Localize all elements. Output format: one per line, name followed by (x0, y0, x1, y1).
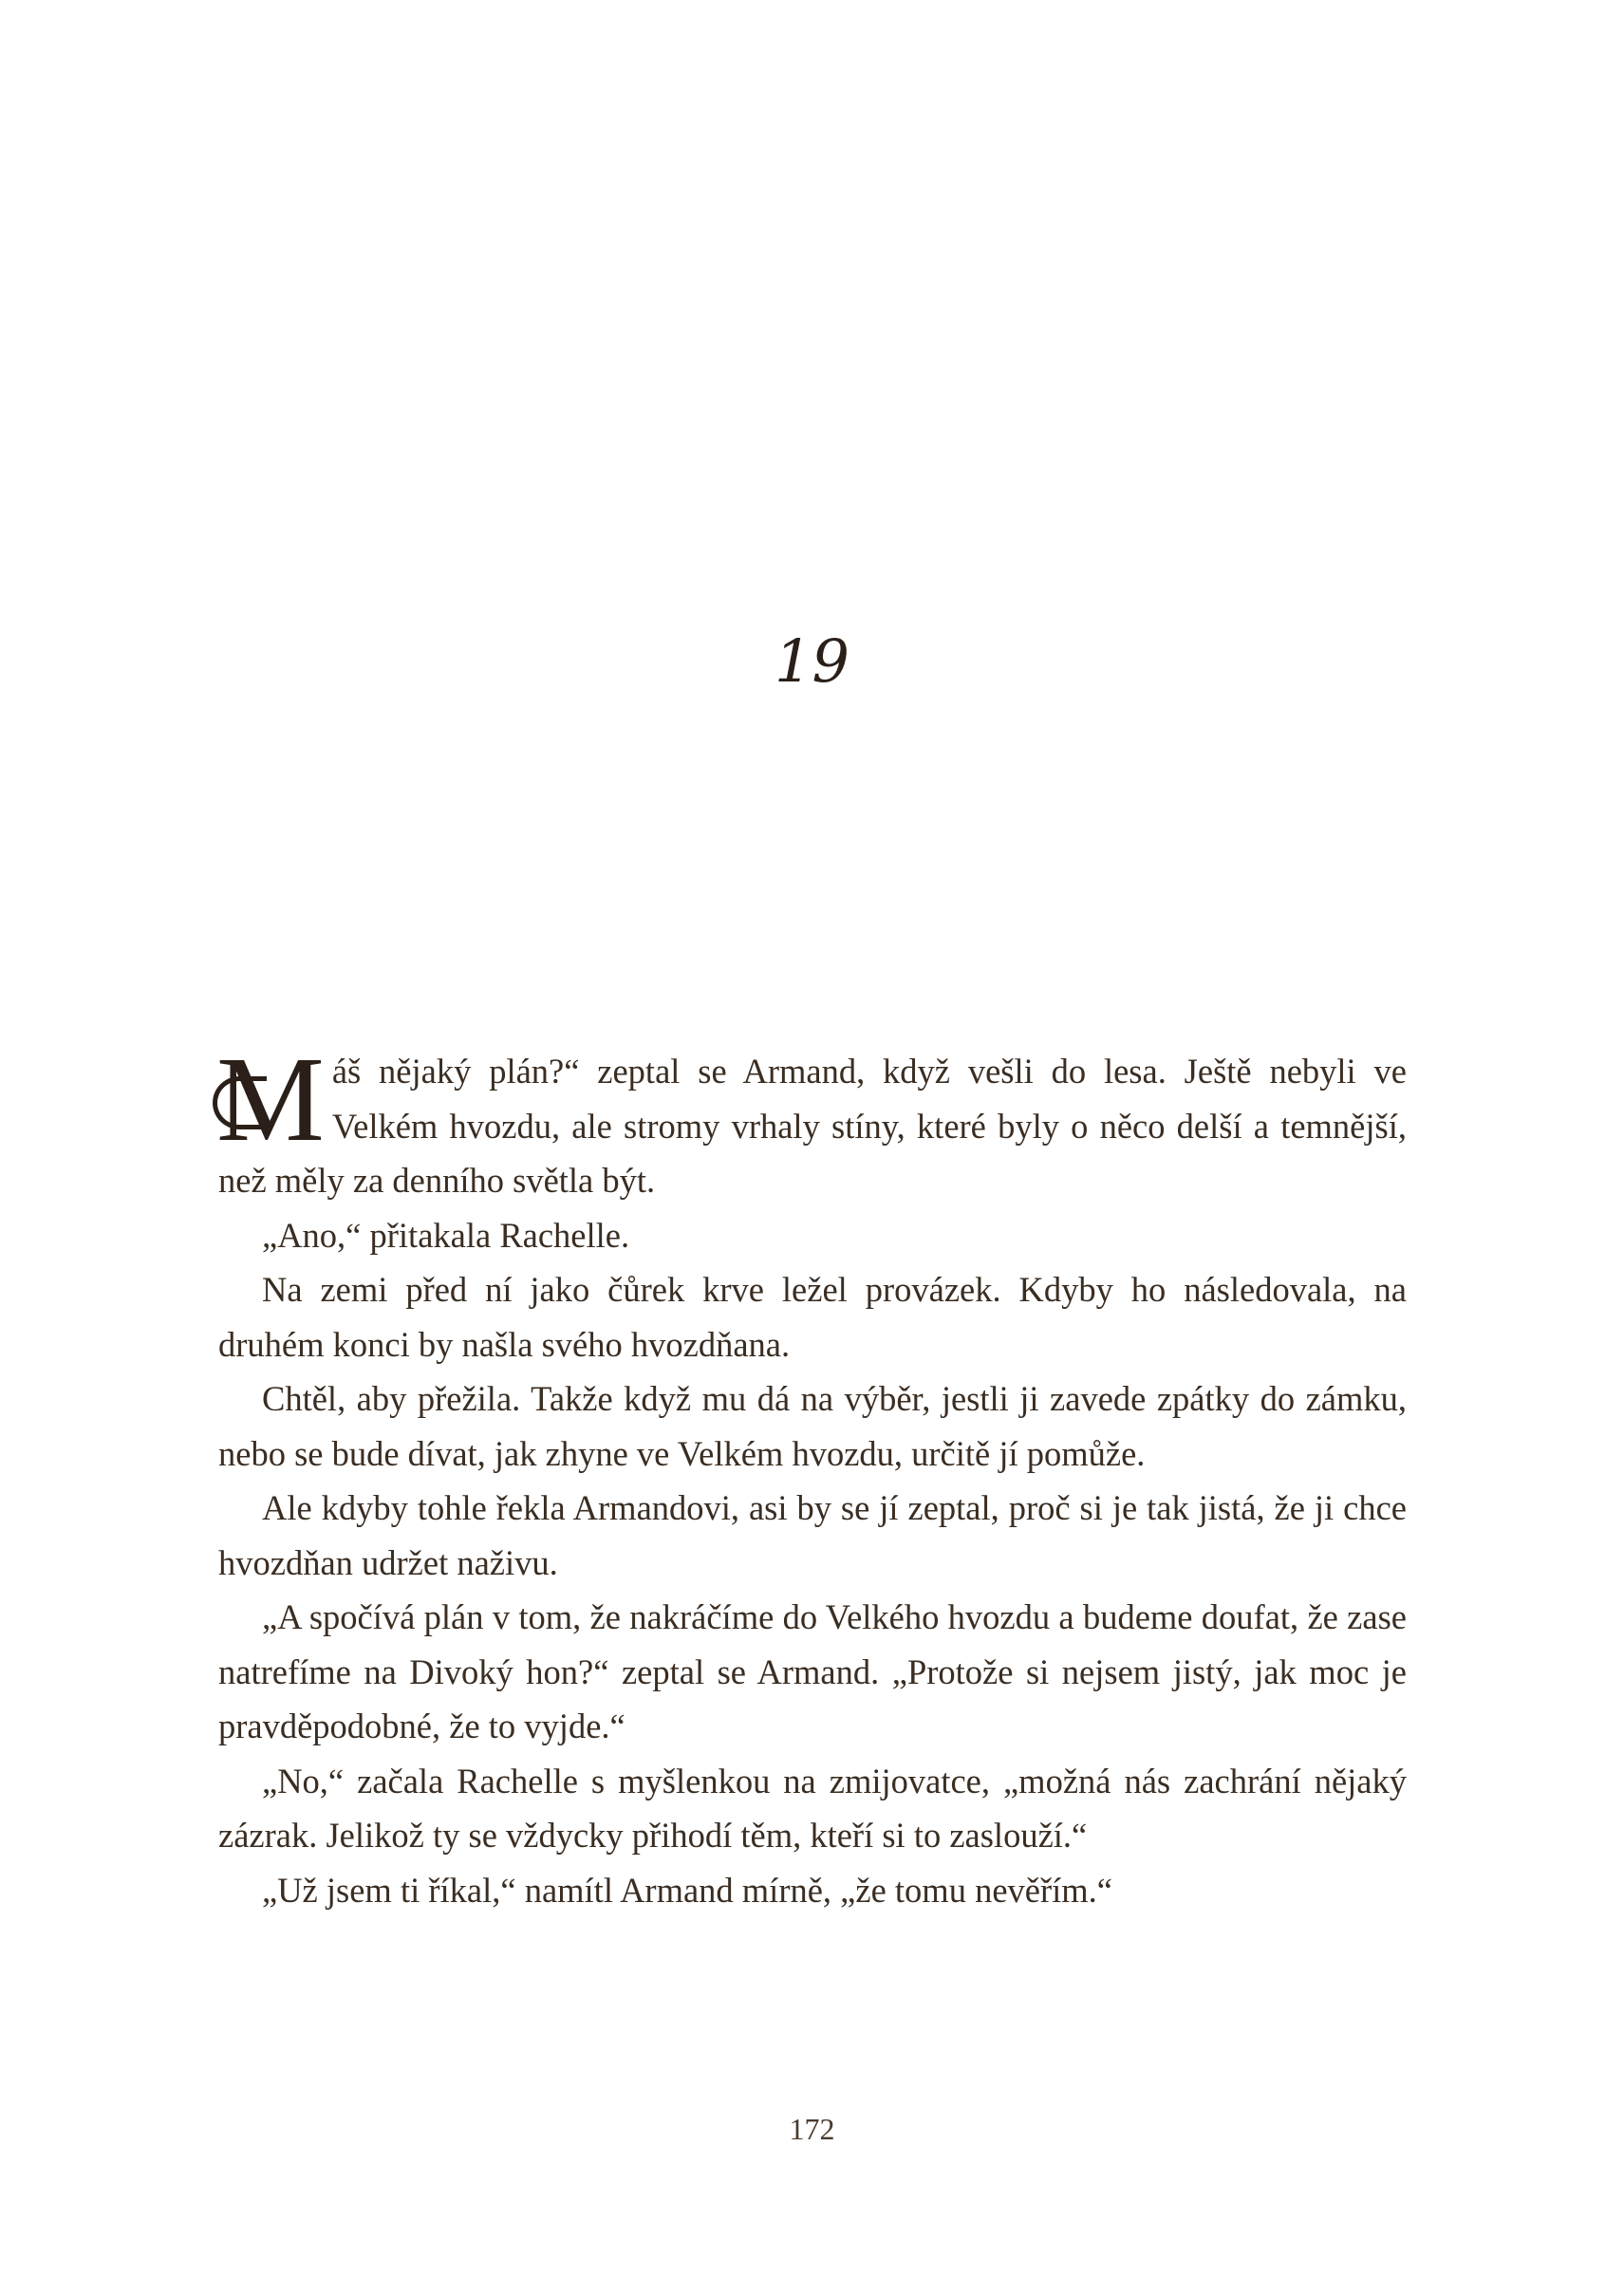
drop-cap (216, 1032, 325, 1166)
paragraph-3: Na zemi před ní jako čůrek krve ležel provázek. Kdyby ho následovala, na druhém konci by našla svého hvozdňana. (218, 1270, 1407, 1364)
paragraph-1 (216, 1032, 1407, 1208)
body-text (216, 1032, 1407, 1917)
page-number: 172 (789, 2112, 835, 2146)
drop-cap-letter: M (216, 1032, 325, 1166)
drop-cap-swash (213, 1076, 267, 1129)
paragraph-7: „No,“ začala Rachelle s myšlenkou na zmijovatce, „možná nás zachrání nějaký zázrak. Jelikož ty se vždycky přihodí těm, kteří si to zaslouží.“ (218, 1761, 1407, 1855)
paragraph-6: „A spočívá plán v tom, že nakráčíme do Velkého hvozdu a budeme doufat, že zase natrefíme na Divoký hon?“ zeptal se Armand. „Protože si nejsem jistý, jak moc je pravděpodobné, že to vyjde.“ (218, 1597, 1407, 1745)
paragraph-1-text: áš nějaký plán?“ zeptal se Armand, když vešli do lesa. Ještě nebyli ve Velkém hvozdu, ale stromy vrhaly stíny, které byly o něco delší a temnější, než měly za denního světla být. (218, 1052, 1407, 1200)
paragraph-8: „Už jsem ti říkal,“ namítl Armand mírně, „že tomu nevěřím.“ (262, 1870, 1112, 1910)
paragraph-2: „Ano,“ přitakala Rachelle. (262, 1215, 630, 1255)
chapter-number: 19 (775, 626, 849, 696)
paragraph-4: Chtěl, aby přežila. Takže když mu dá na výběr, jestli ji zavede zpátky do zámku, nebo se bude dívat, jak zhyne ve Velkém hvozdu, určitě jí pomůže. (218, 1379, 1407, 1473)
paragraph-5: Ale kdyby tohle řekla Armandovi, asi by se jí zeptal, proč si je tak jistá, že ji chce hvozdňan udržet naživu. (218, 1488, 1407, 1582)
